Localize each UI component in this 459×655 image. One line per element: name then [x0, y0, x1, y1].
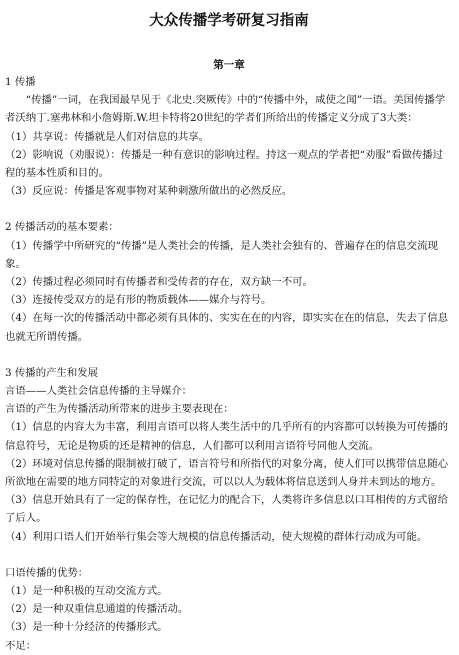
paragraph: 不足：	[5, 639, 37, 652]
section-2	[5, 218, 453, 345]
list-item: （3）是一种十分经济的传播形式。	[5, 621, 168, 634]
list-item: （1）传播学中所研究的“传播”是人类社会的传播，是人类社会独有的、普遍存在的信息交流现象。	[5, 239, 438, 270]
list-item: （2）影响说（劝服说）：传播是一种有意识的影响过程。持这一观点的学者把“劝服”看做传播过程的基本性质和目的。	[5, 148, 444, 180]
paragraph: “传播”一词，在我国最早见于《北史.突厥传》中的“传播中外，咸使之闻”一语。美国传播学者沃纳丁.塞弗林和小詹姆斯.W.坦卡特将20世纪的学者们所给出的传播定义分成了3大类：	[5, 94, 446, 125]
list-item: （2）是一种双重信息通道的传播活动。	[5, 603, 189, 616]
list-item: （4）利用口语人们开始举行集会等大规模的信息传播活动，使大规模的群体行动成为可能。	[5, 530, 428, 543]
list-item: （1）是一种积极的互动交流方式。	[5, 585, 168, 598]
document-title: 大众传播学考研复习指南	[149, 13, 309, 29]
section-heading: 1 传播	[5, 76, 36, 88]
section-4	[5, 564, 453, 655]
section-heading: 口语传播的优势：	[5, 566, 89, 579]
list-item: （1）共享说：传播就是人们对信息的共享。	[5, 130, 210, 143]
list-item: （3）信息开始具有了一定的保存性，在记忆力的配合下，人类将许多信息以口耳相传的方式留给了后人。	[5, 494, 449, 525]
chapter-heading: 第一章	[213, 59, 245, 71]
list-item: （3）连接传受双方的是有形的物质载体——媒介与符号。	[5, 294, 272, 307]
list-item: （2）传播过程必须同时有传播者和受传者的存在，双方缺一不可。	[5, 276, 313, 289]
section-heading: 3 传播的产生和发展	[5, 366, 99, 379]
section-3	[5, 364, 453, 546]
list-item: （4）在每一次的传播活动中都必须有具体的、实实在在的内容，即实实在在的信息，失去了信息也就无所谓传播。	[5, 312, 449, 343]
list-item: （2）环境对信息传播的限制被打破了，语言符号和所指代的对象分离，使人们可以携带信息随心所欲地在需要的地方同特定的对象进行交流，可以以人为载体将信息送到人身并未到达的地方。	[5, 457, 449, 489]
paragraph: 言语的产生为传播活动所带来的进步主要表现在：	[5, 403, 234, 416]
section-1	[5, 73, 453, 200]
list-item: （3）反应说：传播是客观事物对某种刺激所做出的必然反应。	[5, 185, 293, 198]
subheading: 言语——人类社会信息传播的主导媒介：	[5, 385, 193, 398]
section-heading: 2 传播活动的基本要素：	[5, 221, 119, 234]
list-item: （1）信息的内容大为丰富，利用言语可以将人类生活中的几乎所有的内容都可以转换为可传播的信息符号，无论是物质的还是精神的信息，人们都可以利用言语符号同他人交流。	[5, 421, 449, 452]
